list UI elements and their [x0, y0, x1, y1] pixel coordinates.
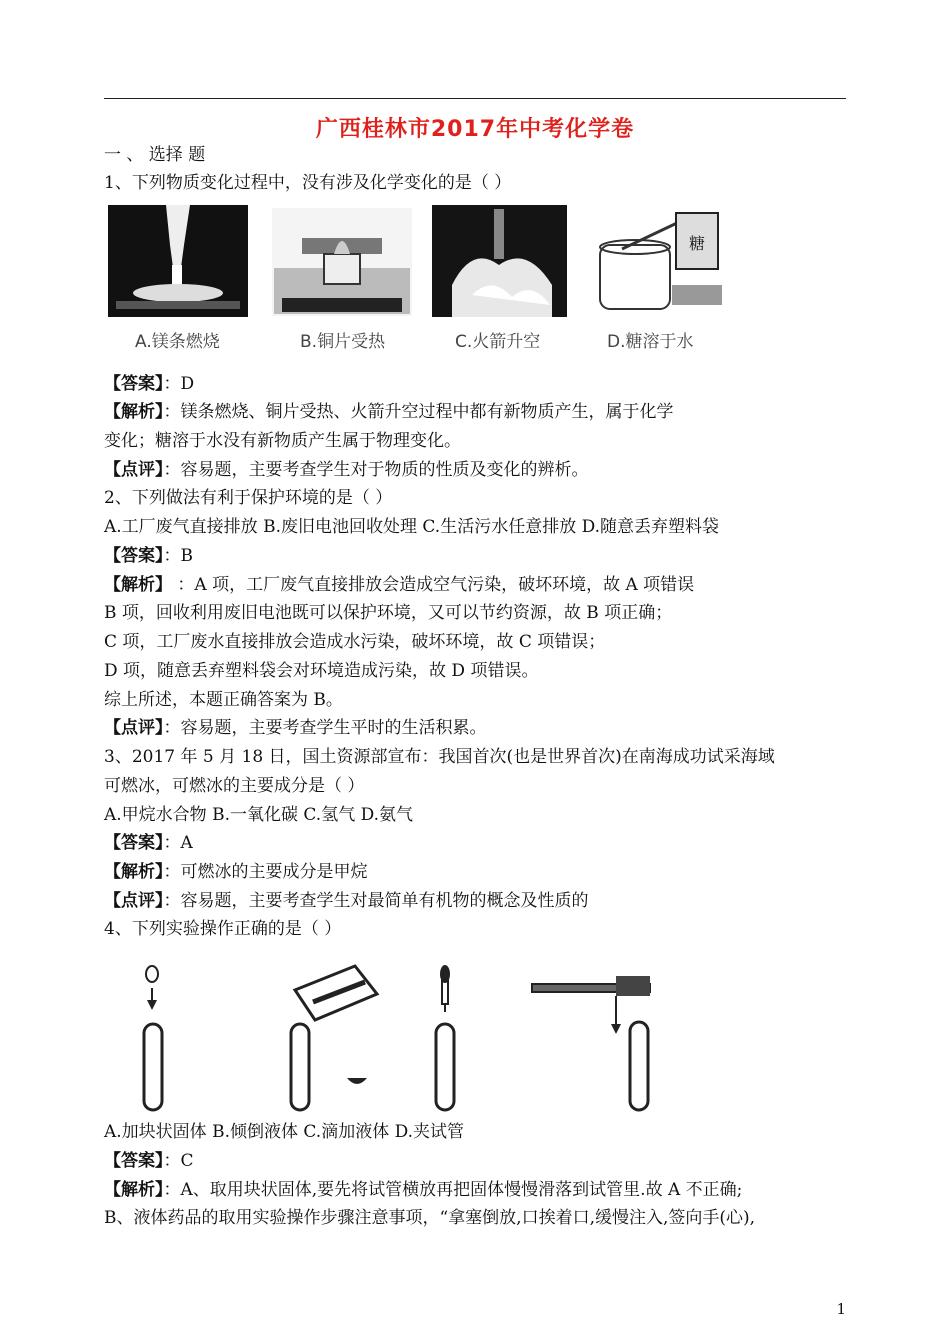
q3-comment-tag: 【点评】 [104, 891, 164, 911]
q1-analysis-text: ：镁条燃烧、铜片受热、火箭升空过程中都有新物质产生，属于化学 [163, 402, 674, 422]
q1-caption-a: A.镁条燃烧 [135, 332, 220, 352]
q2-answer-value: ：B [163, 546, 193, 566]
q4-answer-value: ：C [163, 1151, 194, 1171]
q4-answer [104, 1150, 194, 1172]
q1-comment-tag: 【点评】 [104, 460, 164, 480]
q4-options: A.加块状固体 B.倾倒液体 C.滴加液体 D.夹试管 [104, 1122, 465, 1142]
q4-question: 4、下列实验操作正确的是（ ） [104, 919, 342, 939]
q1-question: 1、下列物质变化过程中，没有涉及化学变化的是（ ） [104, 173, 512, 193]
q2-summary: 综上所述，本题正确答案为 B。 [104, 690, 343, 710]
q3-analysis [104, 861, 368, 883]
q2-analysis [104, 574, 694, 596]
q2-options: A.工厂废气直接排放 B.废旧电池回收处理 C.生活污水任意排放 D.随意丢弃塑料袋 [104, 517, 720, 537]
q4-analysis [104, 1179, 742, 1201]
q3-answer-tag: 【答案】 [104, 833, 164, 853]
q4-analysis-cont: B、液体药品的取用实验操作步骤注意事项，“拿塞倒放,口挨着口,缓慢注入,签向手(心), [104, 1208, 756, 1228]
q1-answer [104, 373, 194, 395]
q1-figure-b [272, 208, 412, 316]
q1-caption-d: D.糖溶于水 [607, 332, 694, 352]
q3-comment [104, 890, 589, 912]
q3-comment-text: ：容易题，主要考查学生对最简单有机物的概念及性质的 [163, 891, 589, 911]
svg-text:糖: 糖 [688, 234, 706, 253]
q1-analysis [104, 401, 674, 423]
q2-answer-tag: 【答案】 [104, 546, 164, 566]
q3-question-cont: 可燃冰，可燃冰的主要成分是（ ） [104, 776, 365, 796]
q2-analysis-text: ：A 项，工厂废气直接排放会造成空气污染，破坏环境，故 A 项错误 [172, 575, 695, 595]
q1-analysis-tag: 【解析】 [104, 402, 164, 422]
q4-analysis-text: ：A、取用块状固体,要先将试管横放再把固体慢慢滑落到试管里.故 A 不正确; [163, 1180, 743, 1200]
q1-figure-a [108, 205, 248, 317]
q2-question: 2、下列做法有利于保护环境的是（ ） [104, 488, 393, 508]
q1-caption-b: B.铜片受热 [300, 332, 386, 352]
q4-figure-c [425, 960, 465, 1115]
q4-analysis-tag: 【解析】 [104, 1180, 164, 1200]
q3-analysis-text: ：可燃冰的主要成分是甲烷 [163, 862, 368, 882]
q2-comment [104, 717, 487, 739]
page-title: 广西桂林市2017年中考化学卷 [315, 117, 635, 142]
header-rule [104, 98, 846, 99]
page-number: 1 [836, 1300, 846, 1318]
q4-figure-d [530, 970, 660, 1115]
q2-analysis-b: B 项，回收利用废旧电池既可以保护环境，又可以节约资源，故 B 项正确； [104, 603, 673, 623]
q3-answer [104, 832, 193, 854]
q3-analysis-tag: 【解析】 [104, 862, 164, 882]
q2-analysis-d: D 项，随意丢弃塑料袋会对环境造成污染，故 D 项错误。 [104, 661, 539, 681]
q4-answer-tag: 【答案】 [104, 1151, 164, 1171]
q1-figure-d [592, 205, 724, 317]
q2-comment-text: ：容易题，主要考查学生平时的生活积累。 [163, 718, 487, 738]
q3-answer-value: ：A [163, 833, 193, 853]
q3-options: A.甲烷水合物 B.一氧化碳 C.氢气 D.氨气 [104, 805, 414, 825]
q1-comment-text: ：容易题，主要考查学生对于物质的性质及变化的辨析。 [163, 460, 589, 480]
q1-comment [104, 459, 589, 481]
q3-question: 3、2017 年 5 月 18 日，国土资源部宣布：我国首次(也是世界首次)在南海成功试采海域 [104, 747, 775, 767]
section-heading: 一 、 选择 题 [104, 145, 206, 165]
q1-analysis-cont: 变化；糖溶于水没有新物质产生属于物理变化。 [104, 431, 461, 451]
q4-figure-b [285, 960, 395, 1115]
q2-analysis-tag: 【解析】 [104, 575, 172, 595]
q1-caption-c: C.火箭升空 [455, 332, 541, 352]
q2-analysis-c: C 项，工厂废水直接排放会造成水污染，破坏环境，故 C 项错误； [104, 632, 606, 652]
q2-comment-tag: 【点评】 [104, 718, 164, 738]
q1-answer-value: ：D [163, 374, 195, 394]
q4-figure-a [130, 960, 180, 1115]
q1-figure-c [432, 205, 567, 317]
q2-answer [104, 545, 193, 567]
q1-answer-tag: 【答案】 [104, 374, 164, 394]
